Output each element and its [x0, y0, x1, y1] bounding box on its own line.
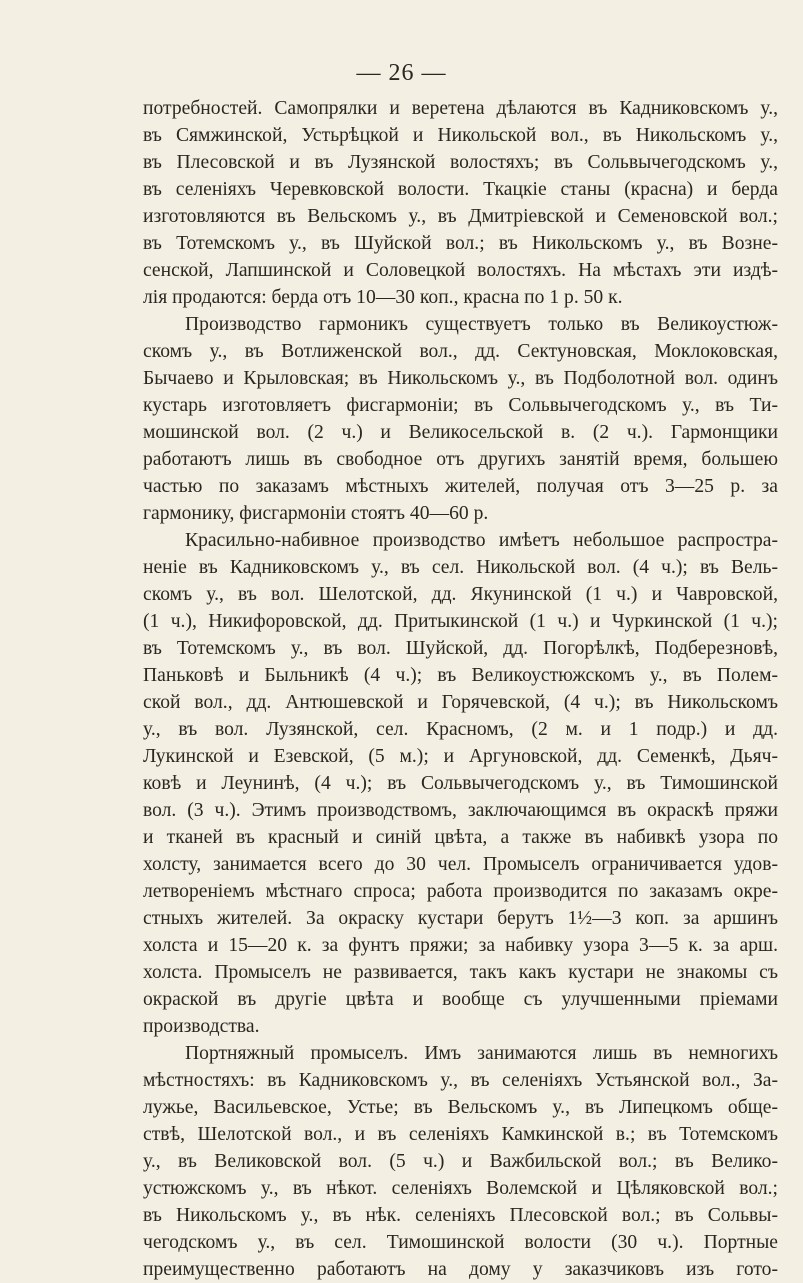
text-line: Паньковѣ и Быльникѣ (4 ч.); въ Великоустюжскомъ у., въ Полем-: [143, 665, 778, 686]
text-line: ствѣ, Шелотской вол., и въ селеніяхъ Камкинской в.; въ Тотемскомъ: [143, 1124, 778, 1145]
text-line: холсту, занимается всего до 30 чел. Промыселъ ограничивается удов-: [143, 854, 778, 875]
text-line: кустарь изготовляетъ фисгармоніи; въ Сольвычегодскомъ у., въ Ти-: [143, 395, 778, 416]
text-line: скомъ у., въ вол. Шелотской, дд. Якунинской (1 ч.) и Чавровской,: [143, 584, 778, 605]
text-line: лужье, Васильевское, Устье; въ Вельскомъ у., въ Липецкомъ обще-: [143, 1097, 778, 1118]
text-line: (1 ч.), Никифоровской, дд. Притыкинской (1 ч.) и Чуркинской (1 ч.);: [143, 611, 778, 632]
text-line: летвореніемъ мѣстнаго спроса; работа производится по заказамъ окре-: [143, 881, 778, 902]
text-line: и тканей въ красный и синій цвѣта, а также въ набивкѣ узора по: [143, 827, 778, 848]
text-line: гармонику, фисгармоніи стоятъ 40—60 р.: [143, 503, 489, 524]
text-line: окраской въ другіе цвѣта и вообще съ улучшенными пріемами: [143, 989, 778, 1010]
text-line: мѣстностяхъ: въ Кадниковскомъ у., въ селеніяхъ Устьянской вол., За-: [143, 1070, 778, 1091]
text-line: чегодскомъ у., въ сел. Тимошинской волости (30 ч.). Портные: [143, 1232, 778, 1253]
text-line: холста и 15—20 к. за фунтъ пряжи; за набивку узора 3—5 к. за арш.: [143, 935, 778, 956]
text-line: Бычаево и Крыловская; въ Никольскомъ у., въ Подболотной вол. одинъ: [143, 368, 778, 389]
text-line: холста. Промыселъ не развивается, такъ какъ кустари не знакомы съ: [143, 962, 778, 983]
text-line: въ Тотемскомъ у., въ Шуйской вол.; въ Никольскомъ у., въ Возне-: [143, 233, 778, 254]
text-line: въ Никольскомъ у., въ нѣк. селеніяхъ Плесовской вол.; въ Сольвы-: [143, 1205, 778, 1226]
text-line: работаютъ лишь въ свободное отъ другихъ занятій время, большею: [143, 449, 778, 470]
text-line: въ Тотемскомъ у., въ вол. Шуйской, дд. Погорѣлкѣ, Подберезновѣ,: [143, 638, 778, 659]
text-line: частью по заказамъ мѣстныхъ жителей, получая отъ 3—25 р. за: [143, 476, 778, 497]
text-line: устюжскомъ у., въ нѣкот. селеніяхъ Волемской и Цѣляковской вол.;: [143, 1178, 778, 1199]
text-line: у., въ Великовской вол. (5 ч.) и Важбильской вол.; въ Велико-: [143, 1151, 778, 1172]
text-line: Портняжный промыселъ. Имъ занимаются лишь въ немногихъ: [185, 1043, 778, 1064]
text-line: Красильно-набивное производство имѣетъ небольшое распростра-: [185, 530, 778, 551]
text-line: стныхъ жителей. За окраску кустари берутъ 1½—3 коп. за аршинъ: [143, 908, 778, 929]
text-line: Производство гармоникъ существуетъ только въ Великоустюж-: [185, 314, 778, 335]
text-line: вол. (3 ч.). Этимъ производствомъ, заключающимся въ окраскѣ пряжи: [143, 800, 778, 821]
text-line: ской вол., дд. Антюшевской и Горячевской, (4 ч.); въ Никольскомъ: [143, 692, 778, 713]
page-number: — 26 —: [356, 60, 447, 86]
text-line: у., въ вол. Лузянской, сел. Красномъ, (2 м. и 1 подр.) и дд.: [143, 719, 778, 740]
text-line: Лукинской и Езевской, (5 м.); и Аргуновской, дд. Семенкѣ, Дьяч-: [143, 746, 778, 767]
text-line: потребностей. Самопрялки и веретена дѣлаются въ Кадниковскомъ у.,: [143, 98, 778, 119]
text-line: преимущественно работаютъ на дому у заказчиковъ изъ гото-: [143, 1259, 778, 1280]
body-text: [143, 95, 778, 1283]
text-line: лія продаются: берда отъ 10—30 коп., красна по 1 р. 50 к.: [143, 287, 623, 308]
text-line: производства.: [143, 1016, 260, 1037]
text-line: изготовляются въ Вельскомъ у., въ Дмитріевской и Семеновской вол.;: [143, 206, 778, 227]
text-line: скомъ у., въ Вотлиженской вол., дд. Сектуновская, Моклоковская,: [143, 341, 778, 362]
text-line: сенской, Лапшинской и Соловецкой волостяхъ. На мѣстахъ эти издѣ-: [143, 260, 778, 281]
text-line: въ селеніяхъ Черевковской волости. Ткацкіе станы (красна) и берда: [143, 179, 778, 200]
text-line: мошинской вол. (2 ч.) и Великосельской в. (2 ч.). Гармонщики: [143, 422, 778, 443]
text-line: въ Плесовской и въ Лузянской волостяхъ; въ Сольвычегодскомъ у.,: [143, 152, 778, 173]
text-line: неніе въ Кадниковскомъ у., въ сел. Никольской вол. (4 ч.); въ Вель-: [143, 557, 778, 578]
text-line: въ Сямжинской, Устьрѣцкой и Никольской вол., въ Никольскомъ у.,: [143, 125, 778, 146]
text-line: ковѣ и Леунинѣ, (4 ч.); въ Сольвычегодскомъ у., въ Тимошинской: [143, 773, 778, 794]
